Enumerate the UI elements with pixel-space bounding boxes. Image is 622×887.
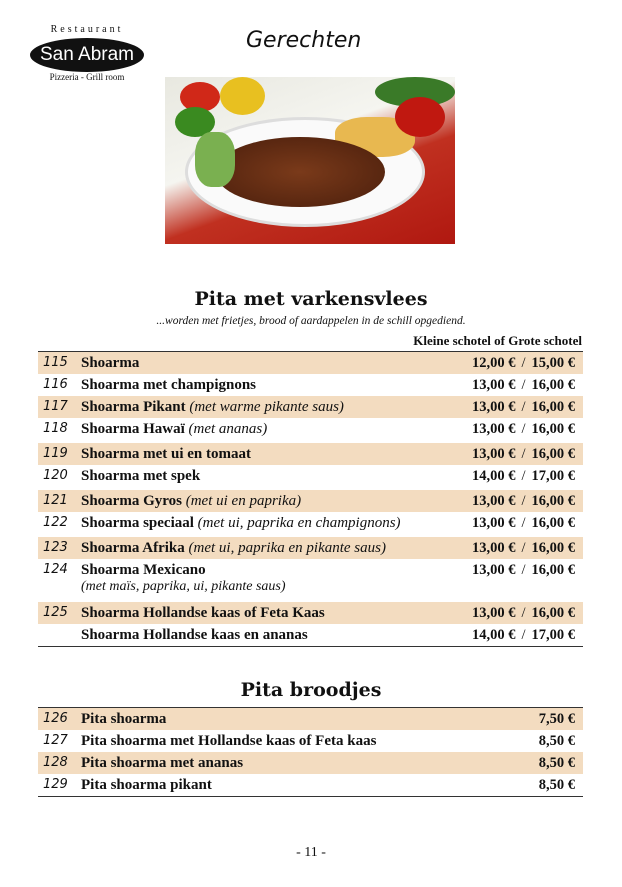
item-price: [472, 443, 575, 465]
item-name: Pita shoarma met Hollandse kaas of Feta kaas: [81, 733, 377, 749]
pepper: [220, 77, 265, 115]
table-row: [38, 396, 583, 418]
price-separator: /: [521, 515, 526, 531]
item-name-text: Shoarma Pikant: [81, 399, 186, 415]
item-name: [81, 624, 308, 646]
item-description: (met ui, paprika en champignons): [197, 515, 401, 531]
price-separator: /: [521, 377, 526, 393]
price-small: 13,00 €: [471, 515, 516, 531]
menu-table: [38, 351, 583, 647]
price-separator: /: [521, 540, 526, 556]
item-name-text: Shoarma: [81, 355, 140, 371]
price-large: 16,00 €: [531, 493, 575, 509]
price-separator: /: [521, 446, 526, 462]
section-title: Pita met varkensvlees: [194, 288, 428, 310]
item-name: Pita shoarma pikant: [81, 777, 212, 793]
price-large: 16,00 €: [531, 446, 575, 462]
item-number: 118: [43, 421, 68, 436]
item-number: 121: [43, 493, 68, 508]
item-description: (met ui, paprika en pikante saus): [188, 540, 386, 556]
item-name: [81, 443, 251, 465]
page-title: Gerechten: [246, 28, 362, 53]
item-note: (met maïs, paprika, ui, pikante saus): [81, 579, 286, 594]
item-name: [81, 537, 386, 559]
price-large: 16,00 €: [531, 605, 575, 621]
section-subtitle: ...worden met frietjes, brood of aardappelen in de schill opgediend.: [156, 315, 466, 327]
item-name: [81, 352, 139, 374]
table-row: [38, 352, 583, 374]
item-description: (met ananas): [188, 421, 268, 437]
price-large: 17,00 €: [531, 468, 575, 484]
table-row: [38, 752, 583, 774]
section-title: Pita broodjes: [240, 679, 382, 701]
item-name-text: Shoarma Afrika: [81, 540, 185, 556]
price-separator: /: [521, 605, 526, 621]
item-name: [81, 465, 200, 487]
item-name: [81, 374, 256, 396]
item-price: 8,50 €: [538, 733, 575, 749]
price-separator: /: [521, 493, 526, 509]
table-row: [38, 559, 583, 599]
table-row: [38, 730, 583, 752]
price-small: 12,00 €: [471, 355, 516, 371]
price-small: 13,00 €: [471, 605, 516, 621]
price-large: 15,00 €: [531, 355, 575, 371]
table-row: [38, 512, 583, 534]
price-small: 13,00 €: [471, 446, 516, 462]
item-number: 124: [43, 562, 68, 577]
column-header: Kleine schotel of Grote schotel: [413, 333, 582, 348]
price-small: 14,00 €: [471, 627, 516, 643]
item-name-text: Shoarma Hollandse kaas en ananas: [81, 627, 308, 643]
table-row: [38, 624, 583, 646]
item-name-text: Shoarma Hollandse kaas of Feta Kaas: [81, 605, 325, 621]
table-row: [38, 465, 583, 487]
item-number: 127: [43, 733, 68, 748]
item-price: [472, 624, 575, 646]
price-small: 13,00 €: [471, 377, 516, 393]
item-price: 8,50 €: [538, 755, 575, 771]
price-separator: /: [521, 421, 526, 437]
price-separator: /: [521, 399, 526, 415]
item-price: [472, 374, 575, 396]
item-price: [472, 490, 575, 512]
item-name: Pita shoarma met ananas: [81, 755, 244, 771]
item-price: [472, 537, 575, 559]
table-row: [38, 537, 583, 559]
price-large: 16,00 €: [531, 515, 575, 531]
price-small: 13,00 €: [471, 540, 516, 556]
page-number: - 11 -: [296, 845, 326, 860]
item-name: [81, 490, 301, 512]
item-description: (met warme pikante saus): [189, 399, 344, 415]
item-name-text: Shoarma met spek: [81, 468, 201, 484]
item-name: [81, 396, 344, 418]
price-small: 14,00 €: [471, 468, 516, 484]
item-name-text: Shoarma Hawaï: [81, 421, 185, 437]
cucumber: [195, 132, 235, 187]
item-number: 120: [43, 468, 68, 483]
logo-name: San Abram: [30, 38, 144, 72]
item-price: 8,50 €: [538, 777, 575, 793]
menu-table: [38, 707, 583, 797]
item-name: [81, 602, 325, 624]
table-row: [38, 774, 583, 796]
logo-bottom-text: Pizzeria - Grill room: [49, 72, 125, 82]
item-name-text: Shoarma speciaal: [81, 515, 194, 531]
item-price: [472, 559, 575, 581]
item-price: 7,50 €: [538, 711, 575, 727]
price-small: 13,00 €: [471, 421, 516, 437]
price-large: 16,00 €: [531, 399, 575, 415]
table-row: [38, 374, 583, 396]
price-small: 13,00 €: [471, 399, 516, 415]
divider: [38, 796, 583, 797]
price-large: 16,00 €: [531, 421, 575, 437]
item-name-text: Shoarma Mexicano: [81, 562, 206, 578]
item-number: 123: [43, 540, 68, 555]
item-name: Pita shoarma: [81, 711, 167, 727]
table-row: [38, 602, 583, 624]
price-small: 13,00 €: [471, 493, 516, 509]
item-number: 116: [43, 377, 68, 392]
item-name: [81, 418, 267, 440]
item-price: [472, 418, 575, 440]
item-number: 119: [43, 446, 68, 461]
price-large: 16,00 €: [531, 562, 575, 578]
logo-top-text: Restaurant: [50, 24, 124, 35]
item-price: [472, 465, 575, 487]
item-name-text: Shoarma Gyros: [81, 493, 182, 509]
item-price: [472, 396, 575, 418]
item-price: [472, 352, 575, 374]
item-description: (met ui en paprika): [185, 493, 302, 509]
item-number: 117: [43, 399, 68, 414]
item-number: 128: [43, 755, 68, 770]
price-separator: /: [521, 355, 526, 371]
item-number: 115: [43, 355, 68, 370]
table-row: [38, 443, 583, 465]
price-separator: /: [521, 627, 526, 643]
item-name-text: Shoarma met ui en tomaat: [81, 446, 251, 462]
table-row: [38, 708, 583, 730]
meat: [215, 137, 385, 207]
dish-photo: [165, 77, 455, 244]
item-name: [81, 512, 401, 534]
restaurant-logo: [28, 24, 146, 86]
item-name-text: Shoarma met champignons: [81, 377, 257, 393]
pepper: [395, 97, 445, 137]
price-separator: /: [521, 562, 526, 578]
item-number: 126: [43, 711, 68, 726]
price-separator: /: [521, 468, 526, 484]
divider: [38, 646, 583, 647]
item-number: 122: [43, 515, 68, 530]
item-price: [472, 602, 575, 624]
price-large: 16,00 €: [531, 377, 575, 393]
item-price: [472, 512, 575, 534]
table-row: [38, 490, 583, 512]
table-row: [38, 418, 583, 440]
item-number: 129: [43, 777, 68, 792]
price-large: 16,00 €: [531, 540, 575, 556]
item-number: 125: [43, 605, 68, 620]
price-large: 17,00 €: [531, 627, 575, 643]
price-small: 13,00 €: [471, 562, 516, 578]
